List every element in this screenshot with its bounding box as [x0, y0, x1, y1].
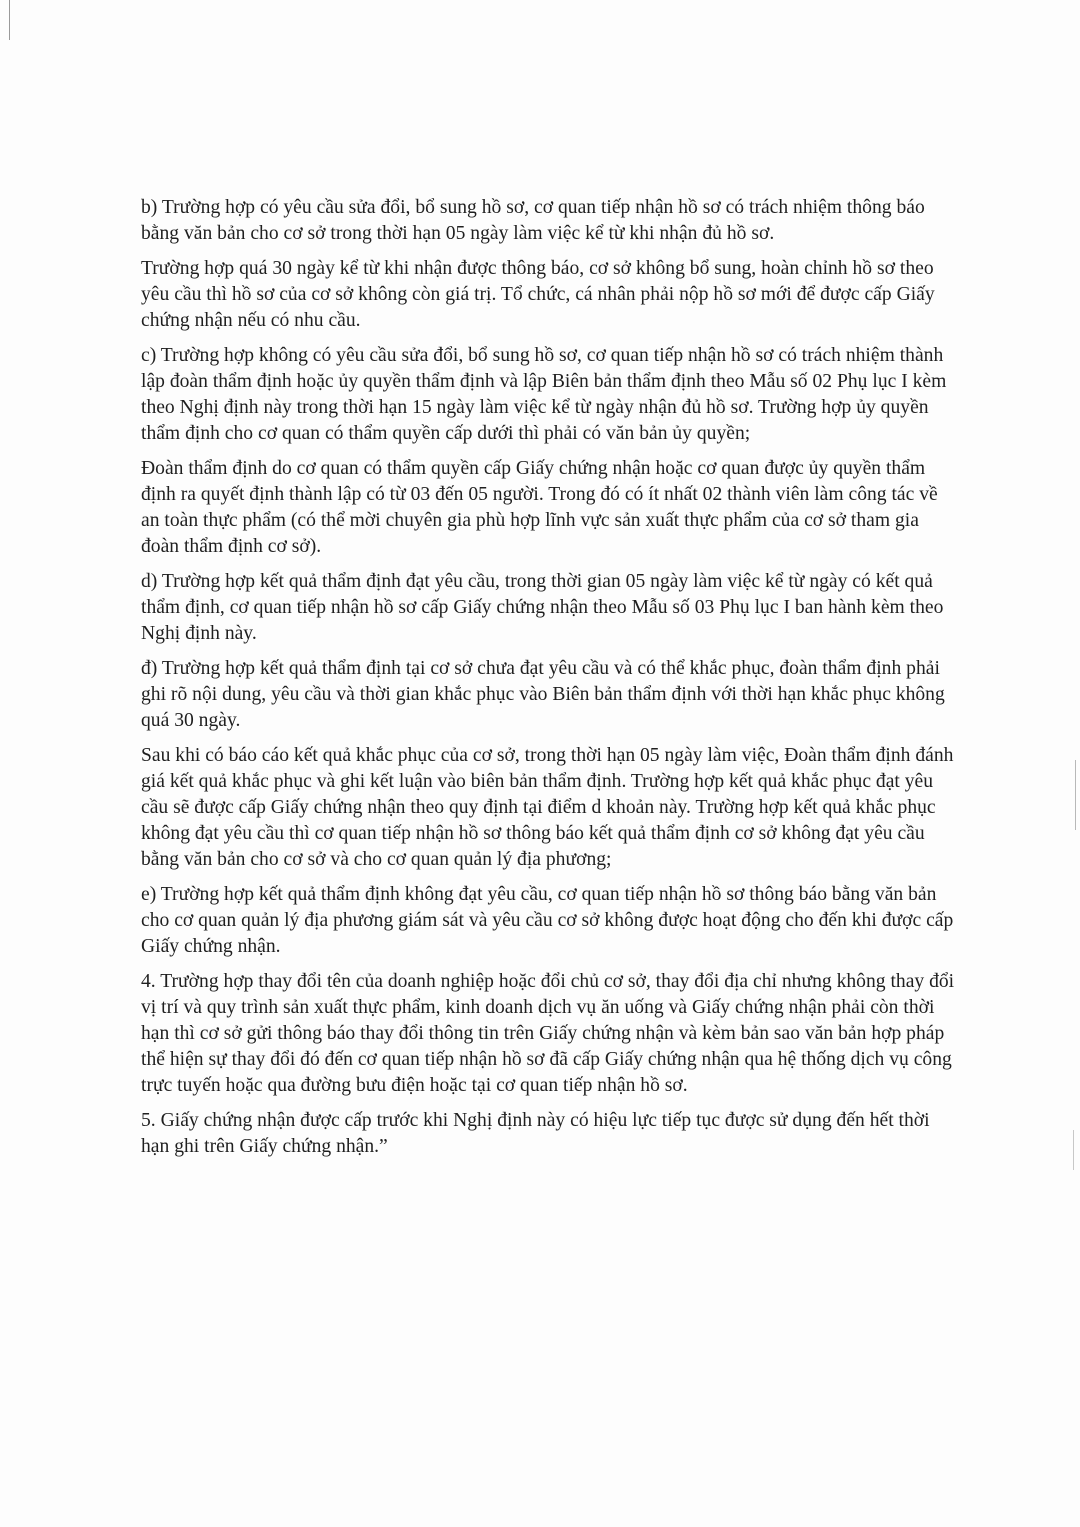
document-body: [141, 195, 961, 1169]
paragraph-inspection-team: Đoàn thẩm định do cơ quan có thẩm quyền cấp Giấy chứng nhận hoặc cơ quan được ủy quyền thẩm định ra quyết định thành lập có từ 03 đến 05 người. Trong đó có ít nhất 02 thành viên làm công tác về an toàn thực phẩm (có thể mời chuyên gia phù hợp lĩnh vực sản xuất thực phẩm của cơ sở tham gia đoàn thẩm định cơ sở).: [141, 458, 938, 557]
paragraph-overdue: Trường hợp quá 30 ngày kể từ khi nhận được thông báo, cơ sở không bổ sung, hoàn chỉnh hồ sơ theo yêu cầu thì hồ sơ của cơ sở không còn giá trị. Tổ chức, cá nhân phải nộp hồ sơ mới để được cấp Giấy chứng nhận nếu có nhu cầu.: [141, 258, 935, 331]
paragraph-b: b) Trường hợp có yêu cầu sửa đổi, bổ sung hồ sơ, cơ quan tiếp nhận hồ sơ có trách nhiệm thông báo bằng văn bản cho cơ sở trong thời hạn 05 ngày làm việc kể từ khi nhận đủ hồ sơ.: [141, 197, 925, 244]
paragraph-5: 5. Giấy chứng nhận được cấp trước khi Nghị định này có hiệu lực tiếp tục được sử dụng đến hết thời hạn ghi trên Giấy chứng nhận.”: [141, 1110, 930, 1157]
paragraph-dd: đ) Trường hợp kết quả thẩm định tại cơ sở chưa đạt yêu cầu và có thể khắc phục, đoàn thẩm định phải ghi rõ nội dung, yêu cầu và thời gian khắc phục vào Biên bản thẩm định với thời hạn khắc phục không quá 30 ngày.: [141, 658, 945, 731]
paragraph-4: 4. Trường hợp thay đổi tên của doanh nghiệp hoặc đổi chủ cơ sở, thay đổi địa chỉ nhưng không thay đổi vị trí và quy trình sản xuất thực phẩm, kinh doanh dịch vụ ăn uống và Giấy chứng nhận phải còn thời hạn thì cơ sở gửi thông báo thay đổi thông tin trên Giấy chứng nhận và kèm bản sao văn bản hợp pháp thể hiện sự thay đổi đó đến cơ quan tiếp nhận hồ sơ đã cấp Giấy chứng nhận qua hệ thống dịch vụ công trực tuyến hoặc qua đường bưu điện hoặc tại cơ quan tiếp nhận hồ sơ.: [141, 971, 955, 1096]
scan-edge-mark: [1075, 760, 1076, 830]
paragraph-d: d) Trường hợp kết quả thẩm định đạt yêu cầu, trong thời gian 05 ngày làm việc kể từ ngày có kết quả thẩm định, cơ quan tiếp nhận hồ sơ cấp Giấy chứng nhận theo Mẫu số 03 Phụ lục I ban hành kèm theo Nghị định này.: [141, 571, 944, 644]
scan-edge-mark: [9, 0, 10, 40]
paragraph-remediation: Sau khi có báo cáo kết quả khắc phục của cơ sở, trong thời hạn 05 ngày làm việc, Đoàn thẩm định đánh giá kết quả khắc phục và ghi kết luận vào biên bản thẩm định. Trường hợp kết quả khắc phục đạt yêu cầu sẽ được cấp Giấy chứng nhận theo quy định tại điểm d khoản này. Trường hợp kết quả khắc phục không đạt yêu cầu thì cơ quan tiếp nhận hồ sơ thông báo kết quả thẩm định cơ sở không đạt yêu cầu bằng văn bản cho cơ sở và cho cơ quan quản lý địa phương;: [141, 745, 954, 870]
paragraph-c: c) Trường hợp không có yêu cầu sửa đổi, bổ sung hồ sơ, cơ quan tiếp nhận hồ sơ có trách nhiệm thành lập đoàn thẩm định hoặc ủy quyền thẩm định và lập Biên bản thẩm định theo Mẫu số 02 Phụ lục I kèm theo Nghị định này trong thời hạn 15 ngày làm việc kể từ ngày nhận đủ hồ sơ. Trường hợp ủy quyền thẩm định cho cơ quan có thẩm quyền cấp dưới thì phải có văn bản ủy quyền;: [141, 345, 947, 444]
scan-edge-mark: [1073, 1130, 1074, 1170]
paragraph-e: e) Trường hợp kết quả thẩm định không đạt yêu cầu, cơ quan tiếp nhận hồ sơ thông báo bằng văn bản cho cơ quan quản lý địa phương giám sát và yêu cầu cơ sở không được hoạt động cho đến khi được cấp Giấy chứng nhận.: [141, 884, 954, 957]
